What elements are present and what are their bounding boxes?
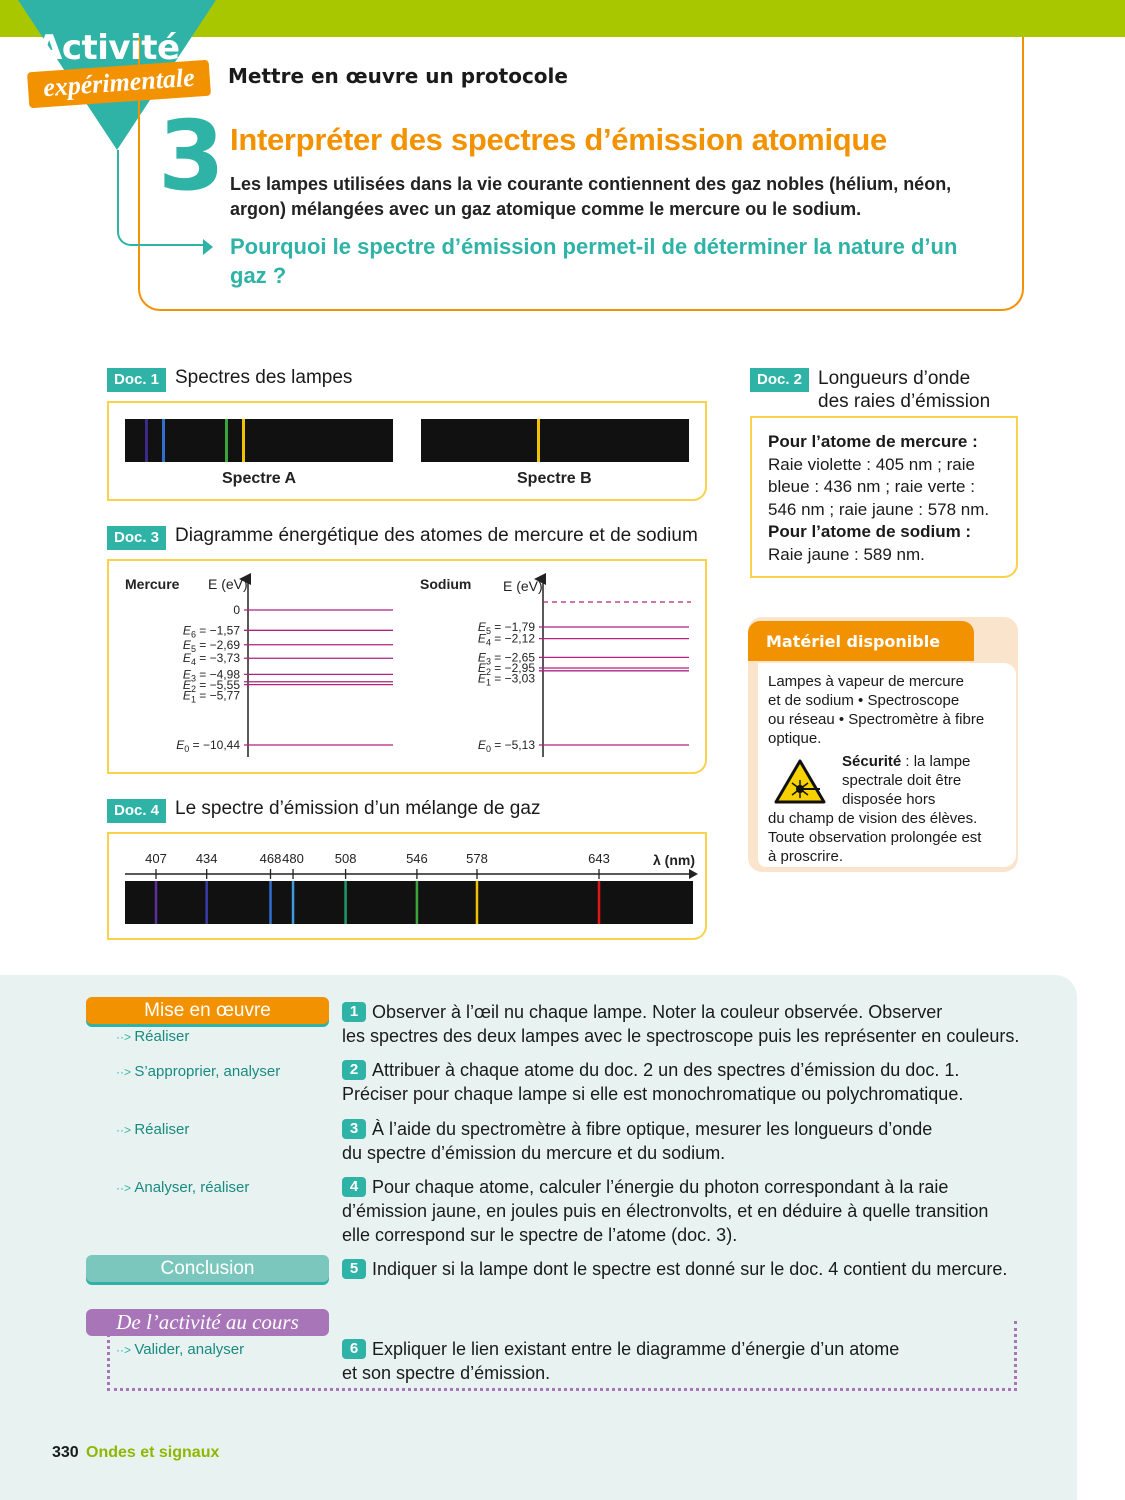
question-line: et son spectre d’émission. bbox=[342, 1363, 551, 1383]
question-4 bbox=[342, 1175, 1032, 1247]
skill-arrow-icon: ··> bbox=[116, 1065, 135, 1079]
skill-label bbox=[116, 1121, 189, 1138]
laser-warning-icon bbox=[774, 758, 826, 804]
spectrum-a-label: Spectre A bbox=[222, 470, 297, 487]
question-line: Attribuer à chaque atome du doc. 2 un des spectres d’émission du doc. 1. bbox=[372, 1060, 960, 1080]
materiel-line: optique. bbox=[768, 730, 822, 747]
skill-label bbox=[116, 1179, 249, 1196]
mercury-line-3: 546 nm ; raie jaune : 578 nm. bbox=[768, 499, 990, 519]
question-number: 6 bbox=[342, 1339, 366, 1359]
sodium-level-label: $E_3 = -2,65$ bbox=[477, 650, 535, 667]
spectrum-a-yellow-line bbox=[242, 419, 245, 462]
wavelength-tick-label: 643 bbox=[588, 851, 610, 866]
spectrum-a-blue-line bbox=[162, 419, 165, 462]
arrow-right-icon bbox=[203, 239, 213, 255]
question-line: elle correspond sur le spectre de l’atome (doc. 3). bbox=[342, 1225, 738, 1245]
security-tail-line: du champ de vision des élèves. bbox=[768, 810, 978, 827]
wavelength-tick-label: 508 bbox=[334, 851, 357, 866]
mercury-line-2: bleue : 436 nm ; raie verte : bbox=[768, 477, 975, 497]
doc1-title: Spectres des lampes bbox=[175, 367, 353, 388]
security-block bbox=[842, 752, 1012, 809]
mixture-spectrum bbox=[109, 834, 705, 938]
activity-subtitle: expérimentale bbox=[42, 62, 196, 103]
skill-label bbox=[116, 1063, 280, 1080]
sodium-label: Sodium bbox=[420, 576, 472, 592]
materiel-line: ou réseau • Spectromètre à fibre bbox=[768, 711, 985, 728]
wavelength-tick-label: 407 bbox=[145, 851, 167, 866]
question-number: 2 bbox=[342, 1060, 366, 1080]
security-line: spectrale doit être bbox=[842, 772, 962, 789]
doc4-title: Le spectre d’émission d’un mélange de gaz bbox=[175, 798, 541, 819]
security-tail bbox=[768, 809, 1013, 866]
skill-arrow-icon: ··> bbox=[116, 1181, 135, 1195]
doc4-tag: Doc. 4 bbox=[107, 799, 166, 823]
security-tail-line: à proscrire. bbox=[768, 848, 844, 865]
wavelength-tick-label: 468 bbox=[259, 851, 282, 866]
skill-arrow-icon: ··> bbox=[116, 1343, 135, 1357]
doc2-title-line1: Longueurs d’onde bbox=[818, 368, 971, 389]
mise-en-oeuvre-header: Mise en œuvre bbox=[86, 997, 329, 1024]
spectrum-a bbox=[125, 419, 393, 462]
doc1-box bbox=[107, 401, 707, 501]
materiel-title: Matériel disponible bbox=[766, 632, 941, 651]
sodium-axis-label: E (eV) bbox=[503, 578, 543, 594]
method-label: Mettre en œuvre un protocole bbox=[228, 64, 568, 88]
conclusion-header: Conclusion bbox=[86, 1255, 329, 1282]
sodium-level-label: $E_2 = -2,95$ bbox=[477, 660, 535, 677]
wavelength-tick-label: 578 bbox=[466, 851, 488, 866]
mercury-levels bbox=[176, 623, 393, 754]
axis-arrow-icon bbox=[689, 869, 698, 879]
activite-cours-header: De l’activité au cours bbox=[86, 1309, 329, 1336]
mercury-level-label: $E_4 = -3,73$ bbox=[182, 651, 240, 668]
activity-title: Activité bbox=[36, 28, 180, 68]
doc2-title-line2: des raies d’émission bbox=[818, 391, 991, 412]
materiel-line: et de sodium • Spectroscope bbox=[768, 692, 960, 709]
question-3 bbox=[342, 1117, 1032, 1165]
sodium-level-label: $E_0 = -5,13$ bbox=[477, 738, 535, 754]
question-line: Expliquer le lien existant entre le diagramme d’énergie d’un atome bbox=[372, 1339, 900, 1359]
page-number: 330 bbox=[52, 1444, 79, 1461]
question-line: du spectre d’émission du mercure et du sodium. bbox=[342, 1143, 726, 1163]
skill-text: Réaliser bbox=[134, 1121, 190, 1138]
mercury-level-label: $E_5 = -2,69$ bbox=[182, 637, 240, 654]
mercury-level-label: $E_3 = -4,98$ bbox=[182, 667, 240, 684]
mercury-level-label: $E_0 = -10,44$ bbox=[176, 738, 240, 754]
materiel-box bbox=[756, 661, 1018, 869]
materiel-list bbox=[768, 672, 1008, 748]
spectrum-b-yellow-line bbox=[537, 419, 540, 462]
question-2 bbox=[342, 1058, 1032, 1106]
mercury-level-label: $E_2 = -5,55$ bbox=[182, 677, 240, 694]
materiel-line: Lampes à vapeur de mercure bbox=[768, 673, 964, 690]
question-number: 5 bbox=[342, 1259, 366, 1279]
skill-text: Valider, analyser bbox=[134, 1341, 245, 1358]
doc2-box bbox=[750, 416, 1018, 578]
skill-label bbox=[116, 1028, 189, 1045]
wavelength-tick-label: 480 bbox=[282, 851, 304, 866]
question-number: 1 bbox=[342, 1002, 366, 1022]
wavelength-axis-label: λ (nm) bbox=[653, 852, 695, 868]
doc4-box bbox=[107, 832, 707, 940]
mercury-label: Mercure bbox=[125, 576, 180, 592]
spectrum-a-green-line bbox=[225, 419, 228, 462]
spectrum-a-violet-line bbox=[145, 419, 148, 462]
mercury-level-label: $E_1 = -5,77$ bbox=[182, 688, 240, 705]
intro-text: Les lampes utilisées dans la vie courante contiennent des gaz nobles (hélium, néon, argon) mélangées avec un gaz atomique comme le mercure ou le sodium. bbox=[230, 174, 952, 219]
sodium-levels bbox=[478, 620, 689, 754]
sodium-level-label: $E_4 = -2,12$ bbox=[477, 631, 535, 648]
activity-number: 3 bbox=[158, 100, 225, 212]
security-line: disposée hors bbox=[842, 791, 936, 808]
connector-line bbox=[117, 150, 203, 246]
wavelength-tick-label: 434 bbox=[195, 851, 218, 866]
spectrum-b bbox=[421, 419, 689, 462]
section-title: Ondes et signaux bbox=[86, 1444, 220, 1461]
skill-label bbox=[116, 1341, 244, 1358]
spectrum-b-label: Spectre B bbox=[517, 470, 592, 487]
mercury-head: Pour l’atome de mercure : bbox=[768, 432, 978, 451]
question-line: les spectres des deux lampes avec le spectroscope puis les représenter en couleurs. bbox=[342, 1026, 1020, 1046]
skill-arrow-icon: ··> bbox=[116, 1123, 135, 1137]
question-line: À l’aide du spectromètre à fibre optique, mesurer les longueurs d’onde bbox=[372, 1119, 933, 1139]
skill-text: S’approprier, analyser bbox=[134, 1063, 281, 1080]
question-5 bbox=[342, 1257, 1042, 1281]
doc3-title: Diagramme énergétique des atomes de mercure et de sodium bbox=[175, 525, 698, 546]
sodium-line: Raie jaune : 589 nm. bbox=[768, 544, 925, 564]
sodium-head: Pour l’atome de sodium : bbox=[768, 522, 972, 542]
wavelength-tick-label: 546 bbox=[406, 851, 428, 866]
doc1-tag: Doc. 1 bbox=[107, 368, 166, 392]
security-tail-line: Toute observation prolongée est bbox=[768, 829, 982, 846]
doc3-tag: Doc. 3 bbox=[107, 526, 166, 550]
question-line: Observer à l’œil nu chaque lampe. Noter la couleur observée. Observer bbox=[372, 1002, 943, 1022]
mixture-spectrum-band bbox=[125, 881, 693, 924]
doc2-body bbox=[768, 431, 1013, 567]
question-6 bbox=[342, 1337, 1002, 1385]
skill-arrow-icon: ··> bbox=[116, 1030, 135, 1044]
question-line: Pour chaque atome, calculer l’énergie du photon correspondant à la raie bbox=[372, 1177, 949, 1197]
question-line: Indiquer si la lampe dont le spectre est donné sur le doc. 4 contient du mercure. bbox=[372, 1259, 1008, 1279]
skill-text: Réaliser bbox=[134, 1028, 190, 1045]
sodium-level-label: $E_1 = -3,03$ bbox=[477, 671, 535, 688]
security-head: Sécurité bbox=[842, 753, 902, 770]
mercury-axis-label: E (eV) bbox=[208, 576, 248, 592]
question-line: Préciser pour chaque lampe si elle est monochromatique ou polychromatique. bbox=[342, 1084, 964, 1104]
question-number: 4 bbox=[342, 1177, 366, 1197]
page-title: Interpréter des spectres d’émission atomique bbox=[230, 122, 887, 157]
mercury-zero-label: 0 bbox=[233, 603, 240, 617]
doc3-box bbox=[107, 559, 707, 774]
doc2-title bbox=[818, 367, 990, 413]
mercury-line-1: Raie violette : 405 nm ; raie bbox=[768, 454, 975, 474]
problem-question: Pourquoi le spectre d’émission permet-il de déterminer la nature d’un gaz ? bbox=[230, 234, 958, 288]
question-1 bbox=[342, 1000, 1032, 1048]
question-line: d’émission jaune, en joules puis en électronvolts, et en déduire à quelle transition bbox=[342, 1201, 989, 1221]
doc2-tag: Doc. 2 bbox=[750, 368, 809, 392]
materiel-tab bbox=[748, 621, 974, 661]
security-line: : la lampe bbox=[901, 753, 971, 770]
question-number: 3 bbox=[342, 1119, 366, 1139]
mercury-level-label: $E_6 = -1,57$ bbox=[182, 623, 240, 640]
energy-diagram bbox=[109, 561, 705, 772]
sodium-level-label: $E_5 = -1,79$ bbox=[477, 620, 535, 636]
skill-text: Analyser, réaliser bbox=[134, 1179, 250, 1196]
